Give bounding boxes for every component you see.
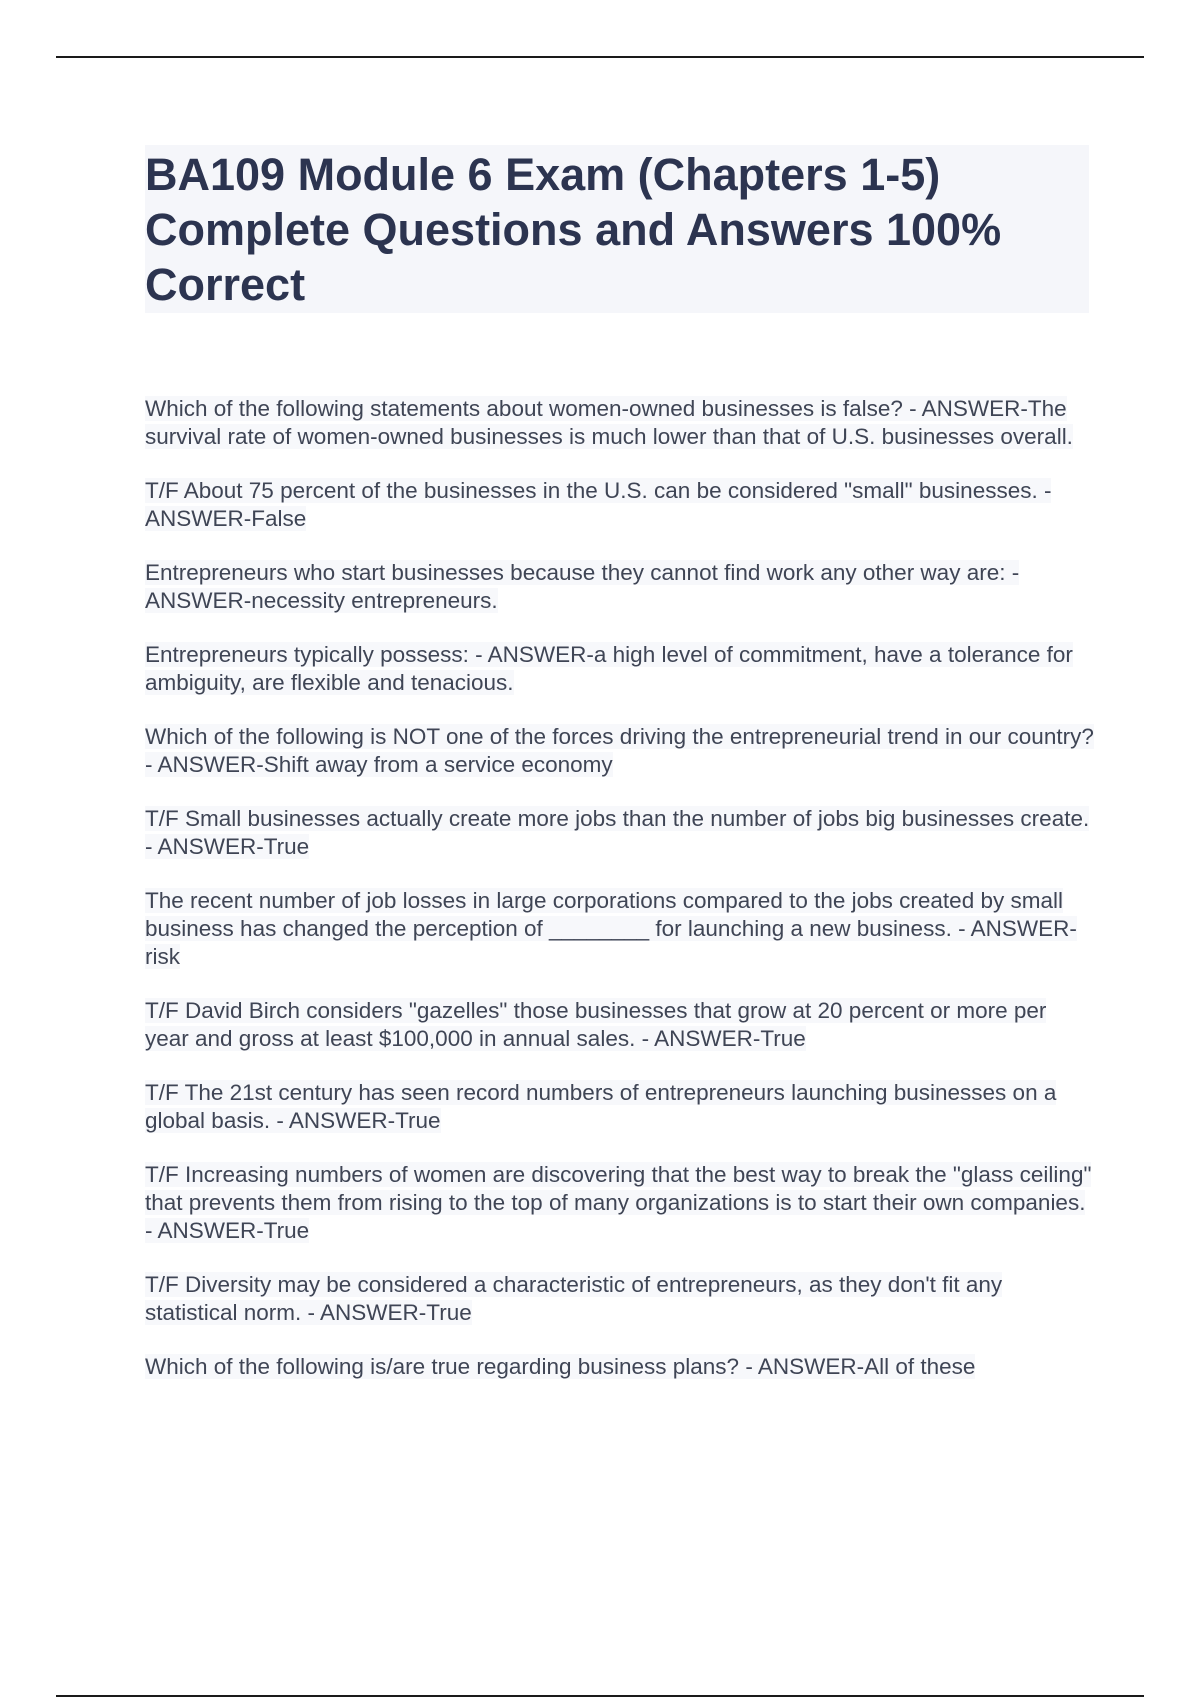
qa-item (145, 1079, 1095, 1135)
qa-text: T/F David Birch considers "gazelles" those businesses that grow at 20 percent or more per year and gross at least $100,000 in annual sales. - ANSWER-True (145, 998, 1047, 1051)
qa-text: T/F Increasing numbers of women are discovering that the best way to break the "glass ceiling" that prevents them from rising to the top of many organizations is to start their own companies. - ANSWER-True (145, 1162, 1092, 1243)
qa-text: Entrepreneurs typically possess: - ANSWER-a high level of commitment, have a tolerance for ambiguity, are flexible and tenacious. (145, 642, 1073, 695)
qa-item (145, 997, 1095, 1053)
qa-item (145, 1161, 1095, 1245)
qa-text: Which of the following is NOT one of the forces driving the entrepreneurial trend in our country? - ANSWER-Shift away from a service economy (145, 724, 1094, 777)
qa-text: Which of the following is/are true regarding business plans? - ANSWER-All of these (145, 1354, 976, 1379)
qa-list (145, 395, 1095, 1407)
document-title (145, 147, 1089, 312)
qa-item (145, 395, 1095, 451)
qa-text: T/F Small businesses actually create more jobs than the number of jobs big businesses create. - ANSWER-True (145, 806, 1090, 859)
top-divider (56, 56, 1144, 58)
qa-item (145, 641, 1095, 697)
qa-text: T/F The 21st century has seen record numbers of entrepreneurs launching businesses on a global basis. - ANSWER-True (145, 1080, 1057, 1133)
qa-text: The recent number of job losses in large corporations compared to the jobs created by small business has changed the perception of ________ for launching a new business. - ANSWER-risk (145, 888, 1077, 969)
qa-item (145, 805, 1095, 861)
title-block (145, 145, 1089, 313)
title-line: BA109 Module 6 Exam (Chapters 1-5) (145, 149, 941, 200)
qa-item (145, 1353, 1095, 1381)
qa-item (145, 887, 1095, 971)
qa-item (145, 1271, 1095, 1327)
qa-text: Which of the following statements about women-owned businesses is false? - ANSWER-The survival rate of women-owned businesses is much lower than that of U.S. businesses overall. (145, 396, 1073, 449)
title-line: Complete Questions and Answers 100% (145, 204, 1002, 255)
qa-text: Entrepreneurs who start businesses because they cannot find work any other way are: - ANSWER-necessity entrepreneurs. (145, 560, 1020, 613)
bottom-divider (56, 1695, 1144, 1697)
title-line: Correct (145, 259, 306, 310)
qa-text: T/F Diversity may be considered a characteristic of entrepreneurs, as they don't fit any statistical norm. - ANSWER-True (145, 1272, 1003, 1325)
qa-item (145, 723, 1095, 779)
qa-item (145, 477, 1095, 533)
qa-text: T/F About 75 percent of the businesses in the U.S. can be considered "small" businesses. - ANSWER-False (145, 478, 1052, 531)
qa-item (145, 559, 1095, 615)
